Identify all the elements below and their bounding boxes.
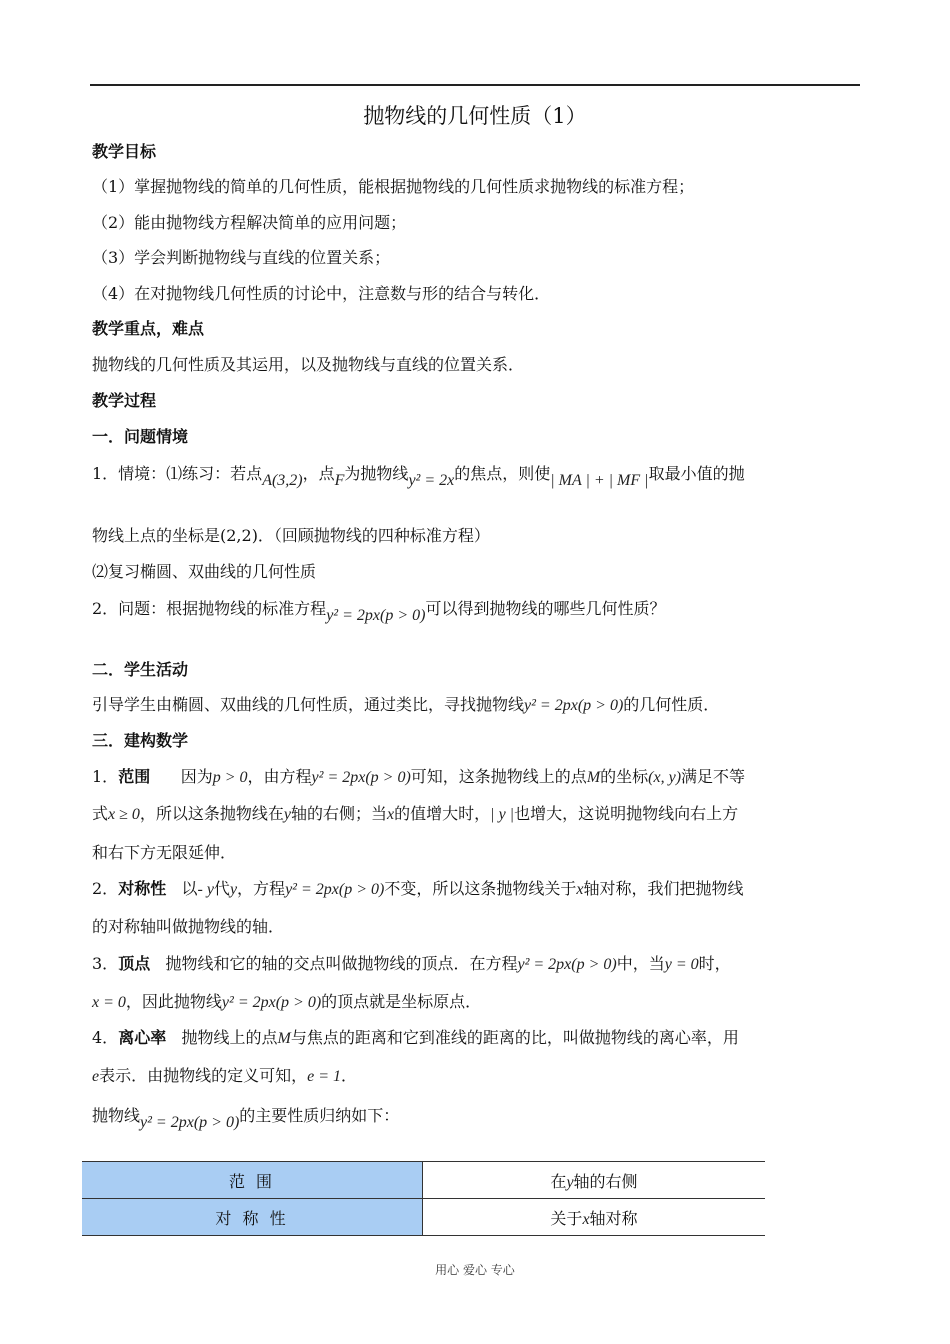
question-line bbox=[92, 598, 666, 624]
text-run: 也增大，这说明抛物线向右上方 bbox=[514, 804, 739, 823]
text-run: 轴对称，我们把抛物线 bbox=[583, 879, 744, 898]
text-run: 抛物线和它的轴的交点叫做抛物线的顶点．在方程 bbox=[165, 954, 518, 973]
text-run: 抛物线上的点 bbox=[181, 1028, 278, 1047]
text-run: 关于 bbox=[550, 1208, 583, 1228]
situation-line-3: ⑵复习椭圆、双曲线的几何性质 bbox=[92, 562, 317, 581]
text-run: 代 bbox=[213, 879, 230, 898]
page-title: 抛物线的几何性质（1） bbox=[363, 104, 587, 128]
text-run: 可知，这条抛物线上的点 bbox=[410, 767, 587, 786]
math: - y bbox=[197, 881, 214, 898]
table-row bbox=[82, 1162, 765, 1199]
math: (x, y) bbox=[648, 769, 682, 786]
item-label: 对称性 bbox=[118, 879, 167, 898]
math: y² = 2px(p > 0) bbox=[285, 881, 385, 898]
text-run: 可以得到抛物线的哪些几何性质？ bbox=[425, 599, 666, 618]
text-run: 的坐标 bbox=[600, 767, 649, 786]
math: x = 0 bbox=[92, 994, 126, 1011]
text-run: ，因此抛物线 bbox=[125, 992, 222, 1011]
range-line-1 bbox=[92, 766, 745, 789]
goal-item-2: （2）能由抛物线方程解决简单的应用问题； bbox=[92, 213, 407, 232]
math-point-a: A(3,2) bbox=[262, 472, 303, 489]
text-run: 表示．由抛物线的定义可知， bbox=[99, 1066, 308, 1085]
text-run: 因为 bbox=[180, 767, 213, 786]
math: y bbox=[566, 1173, 574, 1191]
math-standard-eq: y² = 2px(p > 0) bbox=[524, 697, 624, 714]
math: x bbox=[387, 806, 395, 823]
vertex-line-1 bbox=[92, 953, 731, 976]
text-run: 的顶点就是坐标原点． bbox=[321, 992, 482, 1011]
keypoints-heading: 教学重点，难点 bbox=[92, 319, 205, 338]
property-cell: 对 称 性 bbox=[82, 1199, 423, 1236]
text-run: 的几何性质． bbox=[623, 695, 720, 714]
item-number: 3． bbox=[92, 954, 119, 973]
section3-heading: 三．建构数学 bbox=[92, 731, 189, 750]
math: x bbox=[576, 881, 584, 898]
text-run: 式 bbox=[92, 804, 109, 823]
text-run: 为抛物线 bbox=[344, 464, 409, 483]
goal-item-3: （3）学会判断抛物线与直线的位置关系； bbox=[92, 248, 391, 267]
table-row bbox=[82, 1199, 765, 1236]
math-distance-sum: | MA | + | MF | bbox=[550, 472, 649, 489]
math: e = 1 bbox=[307, 1068, 342, 1085]
range-line-3: 和右下方无限延伸． bbox=[92, 843, 237, 862]
math-point-f: F bbox=[334, 472, 345, 489]
section1-heading: 一．问题情境 bbox=[92, 427, 189, 446]
property-cell: 范 围 bbox=[82, 1162, 423, 1199]
text-run: 与焦点的距离和它到准线的距离的比，叫做抛物线的离心率，用 bbox=[290, 1028, 739, 1047]
text-run: 取最小值的抛 bbox=[648, 464, 745, 483]
math: y² = 2px(p > 0) bbox=[221, 994, 322, 1011]
math: y bbox=[283, 806, 292, 823]
item-label: 离心率 bbox=[118, 1028, 167, 1047]
item-number: 1． bbox=[92, 767, 119, 786]
math: e bbox=[92, 1068, 100, 1085]
header-rule bbox=[90, 84, 860, 86]
text-run: 轴的右侧；当 bbox=[291, 804, 388, 823]
text-run: 不变，所以这条抛物线关于 bbox=[384, 879, 577, 898]
text-run: 的主要性质归纳如下： bbox=[239, 1106, 400, 1125]
item-number: 2． bbox=[92, 879, 119, 898]
math: M bbox=[586, 769, 601, 786]
text-run: 轴的右侧 bbox=[573, 1171, 638, 1191]
section2-heading: 二．学生活动 bbox=[92, 660, 189, 679]
text-run: 在 bbox=[550, 1171, 567, 1191]
math: y = 0 bbox=[664, 956, 699, 973]
text-run: 的焦点，则使 bbox=[454, 464, 551, 483]
situation-line-1 bbox=[92, 463, 745, 489]
situation-line-2: 物线上点的坐标是(2,2)．（回顾抛物线的四种标准方程） bbox=[92, 526, 490, 545]
text-run: 以 bbox=[181, 879, 198, 898]
text-run: ，由方程 bbox=[247, 767, 312, 786]
text-run: 抛物线 bbox=[92, 1106, 141, 1125]
text-run: 满足不等 bbox=[681, 767, 746, 786]
math: y² = 2px(p > 0) bbox=[311, 769, 411, 786]
properties-table bbox=[82, 1161, 765, 1236]
page-footer: 用心 爱心 专心 bbox=[435, 1263, 515, 1277]
text-run: ． bbox=[341, 1066, 358, 1085]
item-number: 4． bbox=[92, 1028, 119, 1047]
symmetry-line-1 bbox=[92, 878, 743, 901]
keypoints-text: 抛物线的几何性质及其运用，以及抛物线与直线的位置关系． bbox=[92, 355, 525, 374]
math: x bbox=[582, 1210, 590, 1228]
vertex-line-2 bbox=[92, 991, 481, 1014]
math: M bbox=[277, 1030, 291, 1047]
eccentricity-line-2 bbox=[92, 1065, 357, 1088]
math: y² = 2px(p > 0) bbox=[517, 956, 617, 973]
value-cell bbox=[423, 1162, 766, 1199]
text-run: 轴对称 bbox=[589, 1208, 638, 1228]
math-standard-eq: y² = 2px(p > 0) bbox=[326, 607, 426, 624]
goal-item-4: （4）在对抛物线几何性质的讨论中，注意数与形的结合与转化． bbox=[92, 284, 551, 303]
symmetry-line-2: 的对称轴叫做抛物线的轴． bbox=[92, 917, 285, 936]
text-run: 引导学生由椭圆、双曲线的几何性质，通过类比，寻找抛物线 bbox=[92, 695, 525, 714]
eccentricity-line-1 bbox=[92, 1027, 739, 1050]
math: | y | bbox=[490, 806, 515, 823]
range-line-2 bbox=[92, 803, 738, 826]
text-run: 1．情境：⑴练习：若点 bbox=[92, 464, 263, 483]
math-parabola-eq: y² = 2x bbox=[408, 472, 455, 489]
item-label: 顶点 bbox=[118, 954, 151, 973]
value-cell bbox=[423, 1199, 766, 1236]
item-label: 范围 bbox=[118, 767, 151, 786]
process-heading: 教学过程 bbox=[92, 391, 157, 410]
goal-item-1: （1）掌握抛物线的简单的几何性质，能根据抛物线的几何性质求抛物线的标准方程； bbox=[92, 177, 695, 196]
text-run: ，方程 bbox=[237, 879, 286, 898]
text-run: 2．问题：根据抛物线的标准方程 bbox=[92, 599, 327, 618]
math: y bbox=[229, 881, 238, 898]
text-run: 的值增大时， bbox=[394, 804, 491, 823]
text-run: ，所以这条抛物线在 bbox=[139, 804, 284, 823]
section2-text bbox=[92, 694, 719, 717]
text-run: 中，当 bbox=[616, 954, 665, 973]
math: p > 0 bbox=[212, 769, 248, 786]
math: y² = 2px(p > 0) bbox=[140, 1114, 240, 1131]
math: x ≥ 0 bbox=[108, 806, 140, 823]
text-run: 时， bbox=[698, 954, 731, 973]
text-run: ，点 bbox=[302, 464, 335, 483]
summary-line bbox=[92, 1105, 400, 1131]
goals-heading: 教学目标 bbox=[92, 142, 157, 161]
